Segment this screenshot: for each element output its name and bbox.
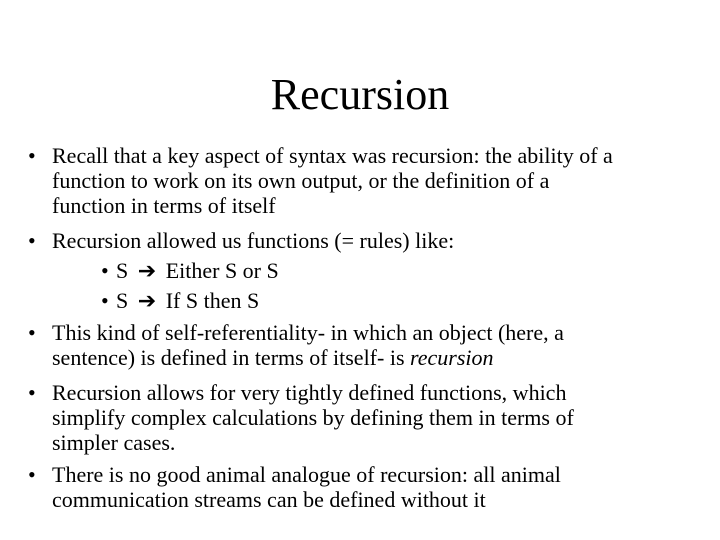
rule-rhs: If S then S [165, 288, 260, 313]
bullet-5-line-2: communication streams can be defined without it [52, 487, 486, 512]
emphasis-recursion: recursion [410, 345, 494, 370]
bullet-1-line-1: Recall that a key aspect of syntax was recursion: the ability of a [52, 143, 613, 168]
bullet-3-line-2-text: sentence) is defined in terms of itself- is [52, 345, 405, 370]
bullet-marker: • [28, 320, 36, 345]
bullet-2-line-1: Recursion allowed us functions (= rules) like: [52, 228, 455, 253]
rule-lhs: S [116, 288, 129, 313]
bullet-marker: • [28, 143, 36, 168]
slide-title: Recursion [270, 70, 450, 119]
rule-rhs: Either S or S [165, 258, 279, 283]
bullet-3-line-2 [52, 345, 494, 370]
bullet-marker: • [28, 462, 36, 487]
sub-bullet-marker: • [101, 288, 109, 313]
bullet-5-line-1: There is no good animal analogue of recursion: all animal [52, 462, 561, 487]
bullet-4-line-3: simpler cases. [52, 430, 176, 455]
bullet-1-line-2: function to work on its own output, or the definition of a [52, 168, 550, 193]
sub-bullet-2 [116, 288, 259, 313]
bullet-4-line-2: simplify complex calculations by defining them in terms of [52, 405, 574, 430]
sub-bullet-1 [116, 258, 279, 283]
bullet-4-line-1: Recursion allows for very tightly defined functions, which [52, 380, 567, 405]
sub-bullet-marker: • [101, 258, 109, 283]
bullet-3-line-1: This kind of self-referentiality- in which an object (here, a [52, 320, 564, 345]
arrow-icon: ➔ [137, 288, 157, 313]
rule-lhs: S [116, 258, 129, 283]
bullet-marker: • [28, 380, 36, 405]
arrow-icon: ➔ [137, 258, 157, 283]
bullet-marker: • [28, 228, 36, 253]
bullet-1-line-3: function in terms of itself [52, 193, 276, 218]
